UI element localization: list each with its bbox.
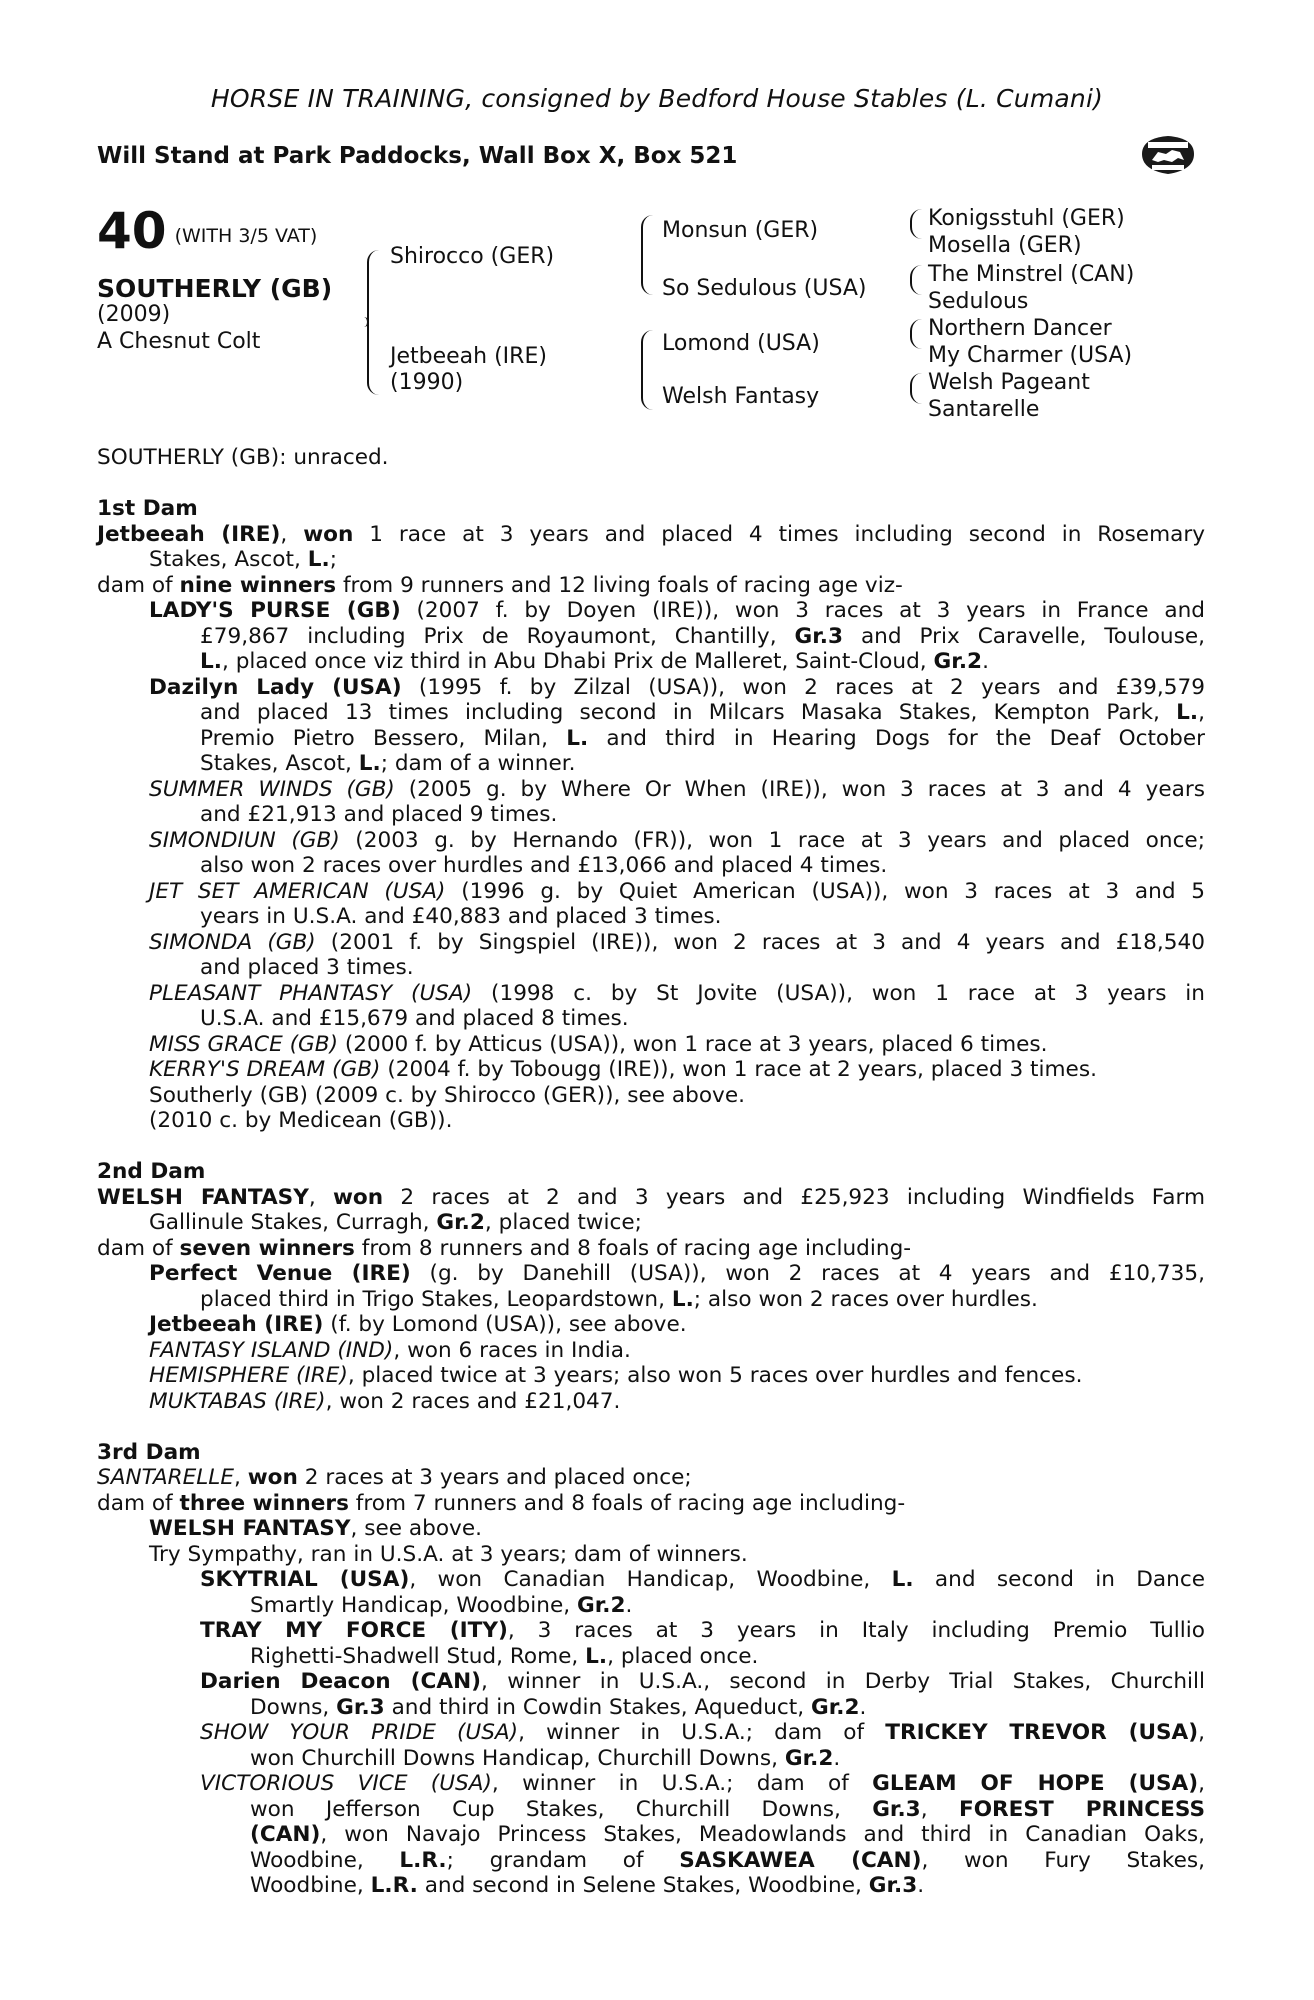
text-line — [97, 930, 1205, 956]
text-run: also won 2 races over hurdles and £13,066 and placed 4 times. — [200, 853, 888, 878]
text-line — [97, 522, 1205, 548]
bold-text: Jetbeeah (IRE) — [97, 521, 281, 547]
italic-text: VICTORIOUS VICE (USA) — [200, 1771, 492, 1796]
text-run: from 7 runners and 8 foals of racing age including- — [348, 1490, 906, 1516]
bold-text: TRICKEY TREVOR (USA) — [885, 1720, 1199, 1745]
bold-text: Gr.2 — [577, 1592, 626, 1618]
text-run: (1995 f. by Zilzal (USA)), won 2 races at 2 years and £39,579 — [401, 674, 1205, 700]
text-run: and second in Selene Stakes, Woodbine, — [417, 1873, 869, 1898]
bold-text: WELSH FANTASY — [149, 1516, 351, 1541]
text-run: ; — [329, 547, 337, 572]
bold-text: L. — [566, 725, 589, 751]
pedigree-bracket-sire — [641, 215, 655, 295]
bold-text: Gr.3 — [868, 1873, 918, 1898]
pedigree-bracket-1 — [367, 250, 383, 395]
text-run: and placed 13 times including second in Milcars Masaka Stakes, Kempton Park, — [200, 700, 1177, 725]
horse-name: SOUTHERLY (GB) — [97, 274, 333, 303]
bold-text: Gr.3 — [872, 1796, 921, 1822]
bold-text: Darien Deacon (CAN) — [200, 1669, 482, 1694]
page-header: HORSE IN TRAINING, consigned by Bedford House Stables (L. Cumani) — [210, 84, 1104, 113]
text-line — [97, 802, 1205, 828]
italic-text: KERRY'S DREAM (GB) — [149, 1057, 381, 1082]
text-line — [97, 1644, 1205, 1670]
text-line — [97, 547, 1205, 573]
text-run: , — [280, 521, 304, 547]
text-line — [97, 1287, 1205, 1313]
pedigree-sire-sire: Monsun (GER) — [662, 218, 819, 243]
bold-text: FOREST PRINCESS — [958, 1796, 1205, 1822]
text-line — [97, 1593, 1205, 1619]
italic-text: JET SET AMERICAN (USA) — [149, 878, 446, 904]
text-line — [97, 1695, 1205, 1721]
bold-text: L. — [891, 1567, 914, 1592]
text-line — [97, 853, 1205, 879]
italic-text: FANTASY ISLAND (IND) — [149, 1337, 394, 1363]
bold-text: L. — [307, 547, 330, 572]
bold-text: SASKAWEA (CAN) — [679, 1847, 922, 1873]
text-run: , — [1198, 1771, 1205, 1796]
text-line — [97, 1261, 1205, 1287]
text-run: and Prix Caravelle, Toulouse, — [843, 623, 1205, 649]
lot-heading — [97, 202, 318, 260]
pedigree-g2: Mosella (GER) — [928, 233, 1082, 258]
text-run: (2007 f. by Doyen (IRE)), won 3 races at 3 years in France and — [400, 598, 1206, 623]
italic-text: SUMMER WINDS (GB) — [149, 776, 395, 802]
text-line — [97, 1618, 1205, 1644]
pedigree-bracket-g3 — [910, 319, 923, 349]
bold-text: seven winners — [179, 1235, 355, 1261]
text-line — [97, 1822, 1205, 1848]
text-run: . — [917, 1873, 925, 1898]
text-run: , placed twice at 3 years; also won 5 races over hurdles and fences. — [347, 1363, 1083, 1388]
text-run: . — [833, 1745, 841, 1771]
text-run: Woodbine, — [250, 1847, 400, 1873]
text-run: ; dam of a winner. — [380, 751, 576, 776]
text-run: dam of — [97, 1490, 180, 1516]
text-run: , won Canadian Handicap, Woodbine, — [409, 1567, 892, 1592]
text-line — [97, 1006, 1205, 1032]
bold-text: LADY'S PURSE (GB) — [149, 598, 401, 623]
bold-text: Gr.3 — [336, 1694, 385, 1720]
pedigree-g1: Konigsstuhl (GER) — [928, 206, 1125, 231]
bold-text: L.R. — [370, 1873, 418, 1898]
spacer — [97, 1134, 1205, 1160]
text-run: and second in Dance — [913, 1567, 1205, 1592]
text-line — [97, 904, 1205, 930]
text-run: , winner in U.S.A.; dam of — [491, 1771, 873, 1796]
bold-text: Gr.2 — [810, 1694, 860, 1720]
pedigree-bracket-g1 — [910, 209, 923, 239]
text-line — [97, 1083, 1205, 1109]
text-line — [97, 573, 1205, 599]
text-line — [97, 598, 1205, 624]
bold-text: won — [332, 1184, 384, 1210]
text-line — [97, 1669, 1205, 1695]
text-run: won Churchill Downs Handicap, Churchill Downs, — [250, 1745, 785, 1771]
text-line — [97, 1491, 1205, 1517]
text-run: , 3 races at 3 years in Italy including Premio Tullio — [507, 1618, 1205, 1643]
pedigree-g3: The Minstrel (CAN) — [928, 262, 1135, 287]
text-run: and placed 3 times. — [200, 955, 414, 980]
text-run: dam of — [97, 1235, 180, 1261]
bold-text: Gr.2 — [784, 1745, 834, 1771]
text-run: and third in Cowdin Stakes, Aqueduct, — [384, 1694, 811, 1720]
section-heading: 2nd Dam — [97, 1159, 206, 1184]
text-run: (2003 g. by Hernando (FR)), won 1 race at 3 years and placed once; — [339, 827, 1205, 853]
text-run: Stakes, Ascot, — [149, 547, 308, 572]
text-run: , — [1198, 700, 1205, 725]
spacer — [97, 471, 1205, 497]
text-run: dam of — [97, 572, 180, 598]
bold-text: Gr.2 — [933, 649, 983, 674]
bold-text: L. — [1176, 700, 1199, 725]
bold-text: L. — [585, 1643, 608, 1669]
text-line — [97, 1312, 1205, 1338]
text-run: , placed once viz third in Abu Dhabi Prix de Malleret, Saint-Cloud, — [221, 649, 934, 674]
bold-text: L. — [358, 751, 381, 776]
bold-text: won — [303, 521, 354, 547]
bold-text: WELSH FANTASY — [97, 1184, 309, 1210]
text-line — [97, 1338, 1205, 1364]
text-run: placed third in Trigo Stakes, Leopardstown, — [200, 1286, 672, 1312]
text-run: ; grandam of — [446, 1847, 680, 1873]
pedigree-bracket-dam — [641, 330, 655, 410]
text-line — [97, 1567, 1205, 1593]
pedigree-g4: Sedulous — [928, 289, 1029, 314]
pedigree-dam-dam: Welsh Fantasy — [662, 384, 820, 409]
lot-number: 40 — [97, 202, 167, 260]
text-run: Smartly Handicap, Woodbine, — [250, 1592, 577, 1618]
text-line — [97, 1873, 1205, 1899]
pedigree-bracket-g2 — [910, 265, 923, 295]
bold-text: Gr.2 — [436, 1210, 485, 1235]
text-line — [97, 1848, 1205, 1874]
bold-text: TRAY MY FORCE (ITY) — [200, 1618, 508, 1643]
bold-text: L. — [671, 1286, 694, 1312]
text-line — [97, 751, 1205, 777]
text-line — [97, 777, 1205, 803]
text-line — [97, 726, 1205, 752]
text-run: won Jefferson Cup Stakes, Churchill Downs, — [250, 1796, 873, 1822]
section-heading: 1st Dam — [97, 496, 198, 521]
italic-text: MUKTABAS (IRE) — [149, 1388, 326, 1414]
text-run: Premio Pietro Bessero, Milan, — [200, 725, 567, 751]
pedigree-g5: Northern Dancer — [928, 316, 1112, 341]
text-line — [97, 1720, 1205, 1746]
pedigree-g7: Welsh Pageant — [928, 370, 1090, 395]
text-run: (2010 c. by Medicean (GB)). — [149, 1108, 453, 1133]
text-line — [97, 1363, 1205, 1389]
text-line — [97, 879, 1205, 905]
text-run: (f. by Lomond (USA)), see above. — [323, 1312, 687, 1337]
italic-text: PLEASANT PHANTASY (USA) — [149, 980, 473, 1006]
text-line — [97, 1057, 1205, 1083]
text-run: , — [1198, 1720, 1205, 1745]
text-run: U.S.A. and £15,679 and placed 8 times. — [200, 1006, 629, 1031]
text-line — [97, 1210, 1205, 1236]
text-run: ; also won 2 races over hurdles. — [693, 1286, 1038, 1312]
text-run: , winner in U.S.A., second in Derby Trial Stakes, Churchill — [481, 1669, 1206, 1694]
text-run: from 8 runners and 8 foals of racing age including- — [354, 1235, 912, 1261]
text-run: Stakes, Ascot, — [200, 751, 359, 776]
text-run: (2005 g. by Where Or When (IRE)), won 3 races at 3 and 4 years — [394, 776, 1205, 802]
text-run: . — [625, 1592, 633, 1618]
bold-text: GLEAM OF HOPE (USA) — [872, 1771, 1199, 1796]
text-run: Try Sympathy, ran in U.S.A. at 3 years; dam of winners. — [149, 1541, 748, 1567]
bracket-point-1 — [359, 317, 369, 327]
text-line — [97, 649, 1205, 675]
pedigree-g8: Santarelle — [928, 397, 1040, 422]
text-line — [97, 1032, 1205, 1058]
pedigree-notes — [97, 445, 1205, 1899]
text-run: , — [233, 1465, 248, 1490]
text-line — [97, 675, 1205, 701]
horse-description: A Chesnut Colt — [97, 329, 261, 354]
text-run: and £21,913 and placed 9 times. — [200, 802, 558, 827]
pedigree-dam-year: (1990) — [390, 370, 464, 395]
text-line — [97, 1746, 1205, 1772]
text-run: from 9 runners and 12 living foals of racing age viz- — [336, 572, 903, 598]
text-line — [97, 1797, 1205, 1823]
text-line — [97, 1236, 1205, 1262]
text-run: . — [859, 1694, 867, 1720]
text-run: , see above. — [350, 1516, 482, 1541]
text-run: 1 race at 3 years and placed 4 times including second in Rosemary — [353, 521, 1205, 547]
text-line — [97, 1389, 1205, 1415]
pedigree-dam: Jetbeeah (IRE) — [390, 344, 547, 369]
text-run: , won 6 races in India. — [393, 1337, 631, 1363]
pedigree-bracket-g4 — [910, 373, 923, 404]
italic-text: SIMONDIUN (GB) — [149, 827, 340, 853]
bold-text: Gr.3 — [794, 623, 844, 649]
bold-text: L. — [200, 649, 222, 674]
text-run: Downs, — [250, 1694, 337, 1720]
pedigree-sire: Shirocco (GER) — [390, 244, 555, 269]
text-run: , won Navajo Princess Stakes, Meadowlands and third in Canadian Oaks, — [320, 1822, 1205, 1847]
italic-text: SHOW YOUR PRIDE (USA) — [200, 1720, 519, 1745]
text-run: Southerly (GB) (2009 c. by Shirocco (GER)), see above. — [149, 1082, 745, 1108]
italic-text: HEMISPHERE (IRE) — [149, 1363, 348, 1388]
bold-text: won — [247, 1465, 298, 1490]
text-run: 2 races at 2 and 3 years and £25,923 including Windfields Farm — [383, 1184, 1206, 1210]
bold-text: L.R. — [399, 1847, 447, 1873]
text-run: . — [982, 649, 989, 674]
italic-text: SIMONDA (GB) — [149, 929, 316, 955]
text-line — [97, 828, 1205, 854]
text-run: , winner in U.S.A.; dam of — [518, 1720, 886, 1745]
vat-note: (WITH 3/5 VAT) — [174, 225, 318, 247]
bold-text: Jetbeeah (IRE) — [149, 1312, 324, 1337]
text-line — [97, 955, 1205, 981]
text-run: (2000 f. by Atticus (USA)), won 1 race at 3 years, placed 6 times. — [338, 1031, 1048, 1057]
text-run: (g. by Danehill (USA)), won 2 races at 4 years and £10,735, — [410, 1261, 1205, 1286]
pedigree-dam-sire: Lomond (USA) — [662, 331, 820, 356]
text-run: , placed twice; — [484, 1210, 642, 1235]
text-run: Woodbine, — [250, 1873, 371, 1898]
text-run: , — [920, 1796, 959, 1822]
text-run: (2001 f. by Singspiel (IRE)), won 2 races at 3 and 4 years and £18,540 — [315, 929, 1205, 955]
text-line — [97, 624, 1205, 650]
text-line — [97, 981, 1205, 1007]
pedigree-sire-dam: So Sedulous (USA) — [662, 276, 867, 301]
text-run: (2004 f. by Tobougg (IRE)), won 1 race at 2 years, placed 3 times. — [380, 1057, 1097, 1082]
italic-text: SANTARELLE — [97, 1465, 234, 1490]
text-run: and third in Hearing Dogs for the Deaf October — [588, 725, 1205, 751]
text-line — [97, 1516, 1205, 1542]
text-run: (1996 g. by Quiet American (USA)), won 3 races at 3 and 5 — [445, 878, 1205, 904]
bold-text: three winners — [179, 1490, 349, 1516]
text-line — [97, 1465, 1205, 1491]
bold-text: SKYTRIAL (USA) — [200, 1567, 410, 1592]
text-run: years in U.S.A. and £40,883 and placed 3 times. — [200, 904, 722, 929]
text-run: £79,867 including Prix de Royaumont, Chantilly, — [200, 623, 795, 649]
text-line — [97, 700, 1205, 726]
racing-post-bonus-logo — [1138, 130, 1198, 178]
horse-year: (2009) — [97, 302, 171, 327]
text-line — [97, 1185, 1205, 1211]
race-summary: SOUTHERLY (GB): unraced. — [97, 445, 389, 470]
pedigree-g6: My Charmer (USA) — [928, 343, 1133, 368]
italic-text: MISS GRACE (GB) — [149, 1031, 338, 1057]
stand-location: Will Stand at Park Paddocks, Wall Box X, Box 521 — [97, 143, 738, 169]
text-run: , placed once. — [607, 1643, 759, 1669]
text-run: Righetti-Shadwell Stud, Rome, — [250, 1643, 586, 1669]
text-run: (1998 c. by St Jovite (USA)), won 1 race at 3 years in — [472, 980, 1205, 1006]
spacer — [97, 1414, 1205, 1440]
text-run: , won Fury Stakes, — [921, 1847, 1205, 1873]
text-line — [97, 1771, 1205, 1797]
bold-text: (CAN) — [250, 1822, 321, 1847]
bold-text: nine winners — [179, 572, 337, 598]
section-heading: 3rd Dam — [97, 1439, 201, 1465]
text-run: , — [308, 1184, 333, 1210]
text-line — [97, 1108, 1205, 1134]
text-line — [97, 1542, 1205, 1568]
text-run: Gallinule Stakes, Curragh, — [149, 1210, 437, 1235]
bold-text: Perfect Venue (IRE) — [149, 1261, 411, 1286]
text-run: , won 2 races and £21,047. — [325, 1388, 621, 1414]
text-run: 2 races at 3 years and placed once; — [297, 1465, 692, 1490]
bold-text: Dazilyn Lady (USA) — [149, 674, 402, 700]
